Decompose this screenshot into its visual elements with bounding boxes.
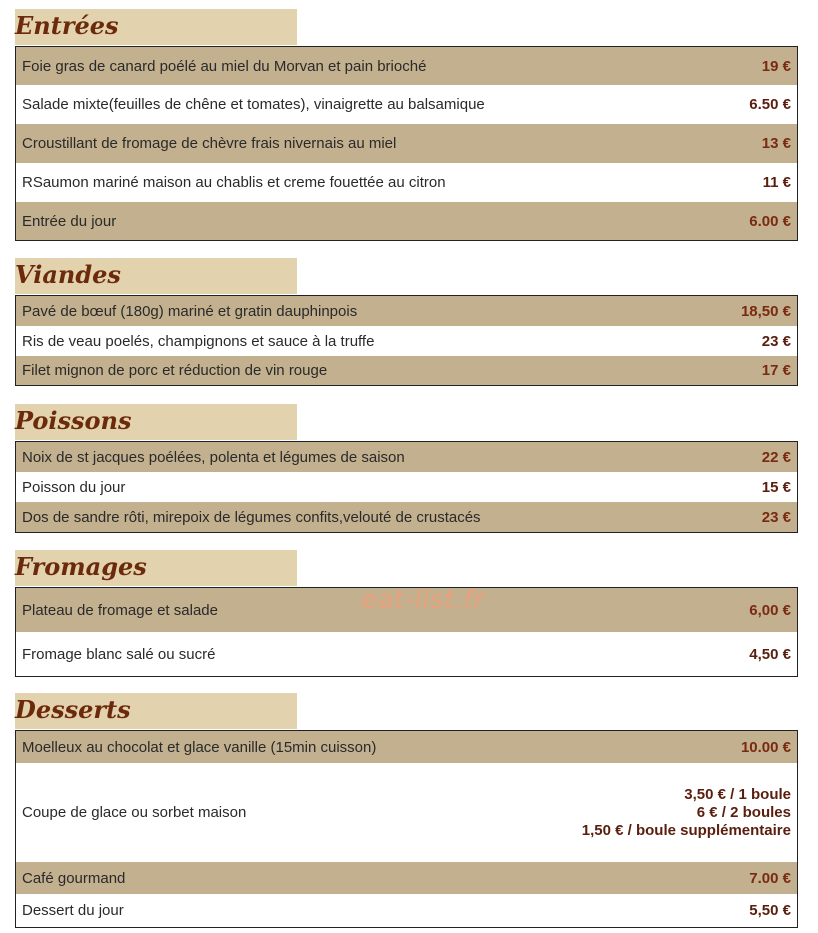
menu-table-desserts xyxy=(15,730,798,928)
dish-price: 4,50 € xyxy=(749,645,791,663)
menu-row xyxy=(16,472,797,502)
dish-price: 22 € xyxy=(761,448,791,466)
dish-price: 6.00 € xyxy=(749,212,791,230)
section-title-fromages: Fromages xyxy=(15,550,297,586)
menu-row xyxy=(16,47,797,85)
dish-name: Coupe de glace ou sorbet maison xyxy=(22,804,247,821)
dish-name: Café gourmand xyxy=(22,869,126,887)
menu-row xyxy=(16,731,797,763)
dish-price: 18,50 € xyxy=(740,302,791,320)
dish-price: 6,00 € xyxy=(749,601,791,619)
dish-name: Noix de st jacques poélées, polenta et légumes de saison xyxy=(22,448,405,466)
dish-name: Poisson du jour xyxy=(22,478,126,496)
menu-row xyxy=(16,326,797,356)
dish-price: 10.00 € xyxy=(740,738,791,756)
dish-price: 17 € xyxy=(761,362,791,379)
dish-price: 19 € xyxy=(761,57,791,75)
dish-name: Ris de veau poelés, champignons et sauce à la truffe xyxy=(22,332,375,350)
menu-table-poissons xyxy=(15,441,798,533)
menu-row xyxy=(16,85,797,124)
menu-row xyxy=(16,442,797,472)
dish-name: Foie gras de canard poélé au miel du Morvan et pain brioché xyxy=(22,57,427,75)
dish-name: Pavé de bœuf (180g) mariné et gratin dauphinpois xyxy=(22,302,358,320)
menu-row xyxy=(16,356,797,385)
section-title-viandes: Viandes xyxy=(15,258,297,294)
dish-price: 23 € xyxy=(761,332,791,350)
dish-name: Dos de sandre rôti, mirepoix de légumes confits,velouté de crustacés xyxy=(22,508,481,526)
dish-name: Plateau de fromage et salade xyxy=(22,601,218,619)
menu-table-viandes xyxy=(15,295,798,386)
menu-table-entrees xyxy=(15,46,798,241)
menu-row xyxy=(16,894,797,927)
price-option: 6 € / 2 boules xyxy=(696,803,791,821)
menu-row xyxy=(16,632,797,676)
price-option: 1,50 € / boule supplémentaire xyxy=(581,821,791,839)
dish-name: Entrée du jour xyxy=(22,212,117,230)
dish-name: Moelleux au chocolat et glace vanille (15min cuisson) xyxy=(22,738,377,756)
dish-price: 23 € xyxy=(761,508,791,526)
dish-name: Salade mixte(feuilles de chêne et tomates), vinaigrette au balsamique xyxy=(22,96,485,113)
dish-name: Filet mignon de porc et réduction de vin rouge xyxy=(22,362,328,379)
dish-price: 5,50 € xyxy=(749,902,791,919)
dish-name: Fromage blanc salé ou sucré xyxy=(22,645,216,663)
section-title-entrees: Entrées xyxy=(15,9,297,45)
menu-row xyxy=(16,124,797,163)
menu-row xyxy=(16,296,797,326)
dish-name: Dessert du jour xyxy=(22,902,124,919)
dish-price: 7.00 € xyxy=(749,869,791,887)
menu-row xyxy=(16,862,797,894)
dish-price: 11 € xyxy=(762,174,791,191)
dish-price-options xyxy=(582,786,791,840)
section-title-poissons: Poissons xyxy=(15,404,297,440)
price-option: 3,50 € / 1 boule xyxy=(684,785,791,803)
menu-row xyxy=(16,763,797,862)
dish-price: 15 € xyxy=(761,478,791,496)
watermark: eat-list.fr xyxy=(361,585,485,615)
menu-row xyxy=(16,502,797,532)
dish-price: 6.50 € xyxy=(749,96,791,113)
menu-row xyxy=(16,202,797,240)
section-title-desserts: Desserts xyxy=(15,693,297,729)
dish-name: RSaumon mariné maison au chablis et creme fouettée au citron xyxy=(22,174,446,191)
dish-price: 13 € xyxy=(761,135,791,152)
menu-row xyxy=(16,163,797,202)
dish-name: Croustillant de fromage de chèvre frais nivernais au miel xyxy=(22,135,397,152)
